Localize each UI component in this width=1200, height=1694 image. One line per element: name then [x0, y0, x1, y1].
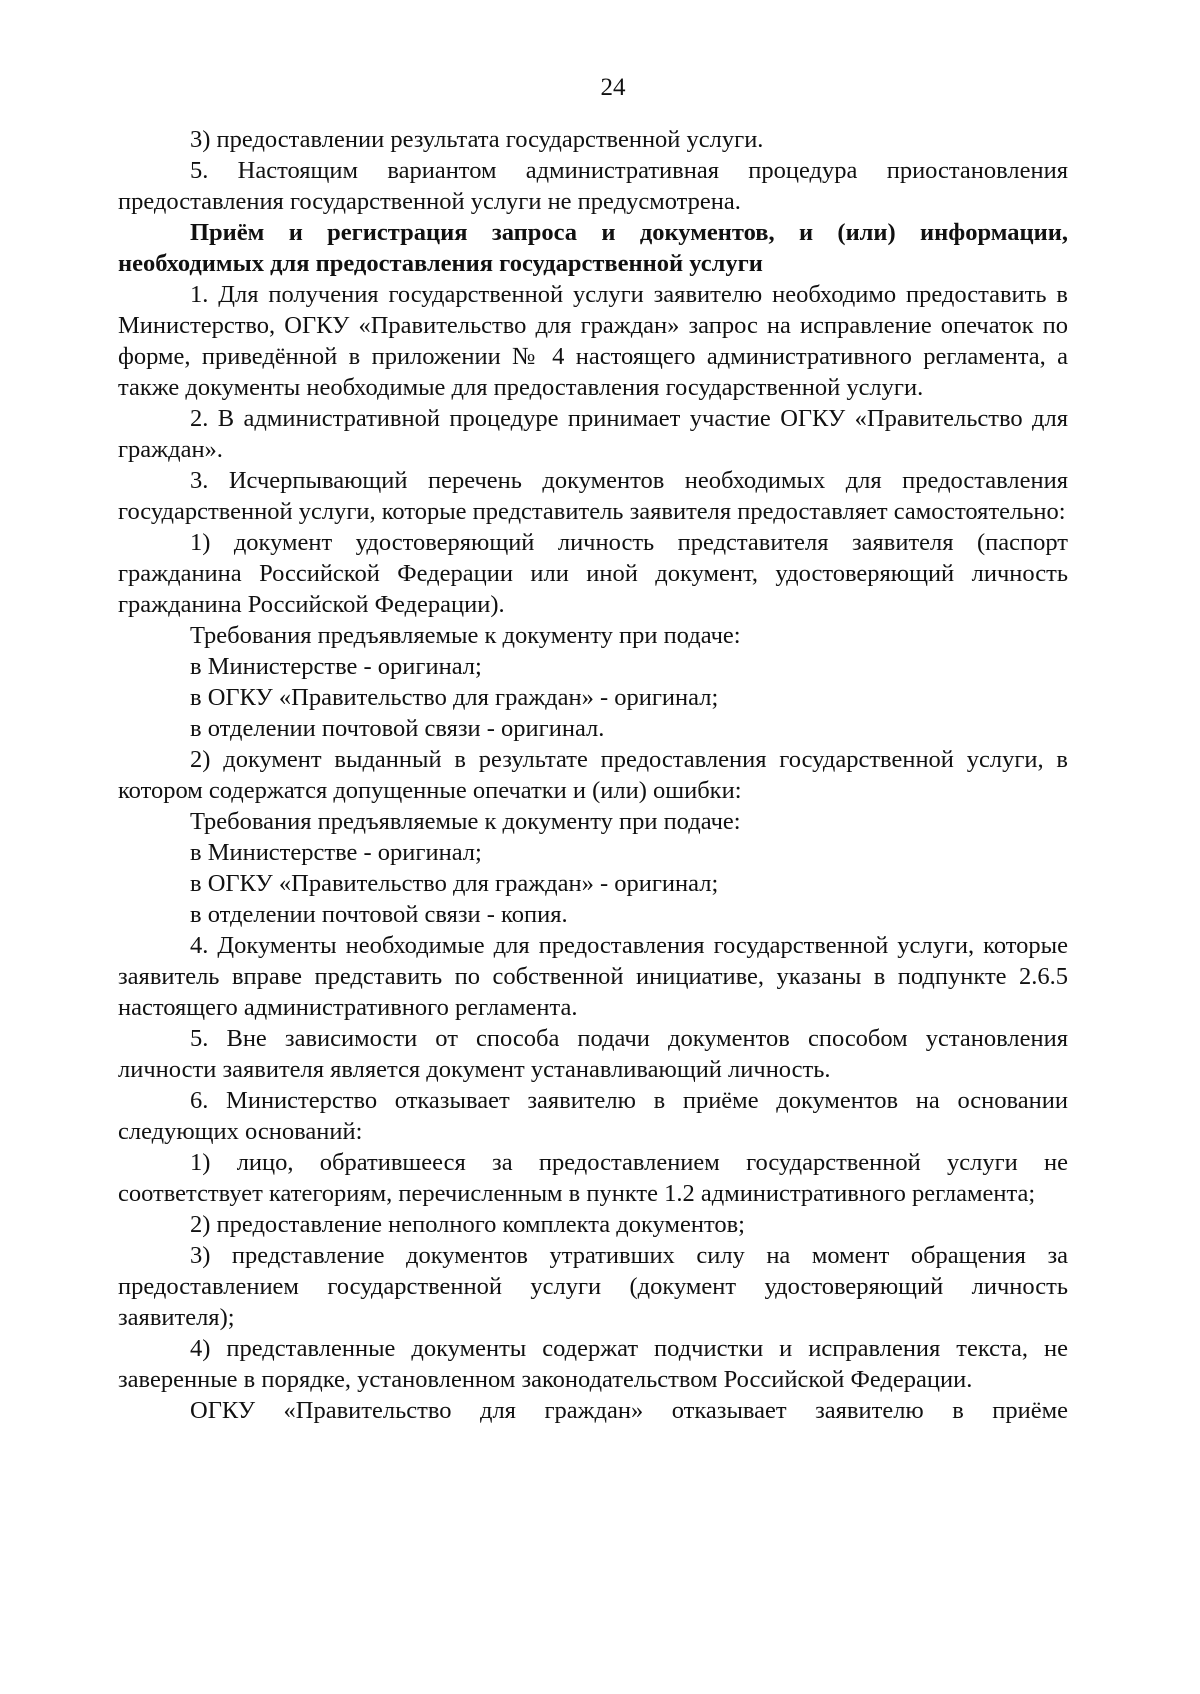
- paragraph-item-4: 4. Документы необходимые для предоставления государственной услуги, которые заявитель вправе представить по собственной инициативе, указаны в подпункте 2.6.5 настоящего административного регламента.: [118, 932, 1068, 1021]
- page-number: 24: [600, 74, 626, 101]
- paragraph-refusal-1: 1) лицо, обратившееся за предоставлением государственной услуги не соответствует категориям, перечисленным в пункте 1.2 административного регламента;: [118, 1149, 1068, 1207]
- section-heading: [118, 217, 1068, 248]
- paragraph-ogku-original-2: в ОГКУ «Правительство для граждан» - оригинал;: [190, 870, 719, 897]
- paragraph-item-5: 5. Вне зависимости от способа подачи документов способом установления личности заявителя является документ устанавливающий личность.: [118, 1025, 1068, 1083]
- paragraph-suspension: 5. Настоящим вариантом административная процедура приостановления предоставления государственной услуги не предусмотрена.: [118, 157, 1068, 215]
- paragraph-post-original: в отделении почтовой связи - оригинал.: [190, 715, 605, 742]
- section-heading-continued: [118, 248, 1068, 279]
- paragraph-ministry-original-1: в Министерстве - оригинал;: [190, 653, 482, 680]
- paragraph-ministry-original-2: в Министерстве - оригинал;: [190, 839, 482, 866]
- paragraph-subitem-identity-doc: 1) документ удостоверяющий личность представителя заявителя (паспорт гражданина Российской Федерации или иной документ, удостоверяющий личность гражданина Российской Федерации).: [118, 529, 1068, 618]
- paragraph-requirements-1: Требования предъявляемые к документу при подаче:: [190, 622, 741, 649]
- section-heading-line-1: Приём и регистрация запроса и документов, и (или) информации,: [190, 219, 1068, 246]
- paragraph-result: 3) предоставлении результата государственной услуги.: [190, 126, 764, 153]
- paragraph-requirements-2: Требования предъявляемые к документу при подаче:: [190, 808, 741, 835]
- paragraph-item-6: 6. Министерство отказывает заявителю в приёме документов на основании следующих оснований:: [118, 1087, 1068, 1145]
- paragraph-item-1: 1. Для получения государственной услуги заявителю необходимо предоставить в Министерство, ОГКУ «Правительство для граждан» запрос на исправление опечаток по форме, приведённой в приложении № 4 настоящего административного регламента, а также документы необходимые для предоставления государственной услуги.: [118, 281, 1068, 401]
- paragraph-item-3: 3. Исчерпывающий перечень документов необходимых для предоставления государственной услуги, которые представитель заявителя предоставляет самостоятельно:: [118, 467, 1068, 525]
- paragraph-item-2: 2. В административной процедуре принимает участие ОГКУ «Правительство для граждан».: [118, 405, 1068, 463]
- paragraph-refusal-4: 4) представленные документы содержат подчистки и исправления текста, не заверенные в порядке, установленном законодательством Российской Федерации.: [118, 1335, 1068, 1393]
- paragraph-subitem-issued-doc: 2) документ выданный в результате предоставления государственной услуги, в котором содержатся допущенные опечатки и (или) ошибки:: [118, 746, 1068, 804]
- paragraph-ogku-original-1: в ОГКУ «Правительство для граждан» - оригинал;: [190, 684, 719, 711]
- paragraph-post-copy: в отделении почтовой связи - копия.: [190, 901, 568, 928]
- paragraph-refusal-3: 3) представление документов утративших силу на момент обращения за предоставлением государственной услуги (документ удостоверяющий личность заявителя);: [118, 1242, 1068, 1331]
- paragraph-refusal-2: 2) предоставление неполного комплекта документов;: [190, 1211, 745, 1238]
- section-heading-line-2: необходимых для предоставления государственной услуги: [118, 250, 763, 277]
- document-page: [118, 72, 1068, 1426]
- paragraph-ogku-refusal: ОГКУ «Правительство для граждан» отказывает заявителю в приёме: [190, 1397, 1068, 1424]
